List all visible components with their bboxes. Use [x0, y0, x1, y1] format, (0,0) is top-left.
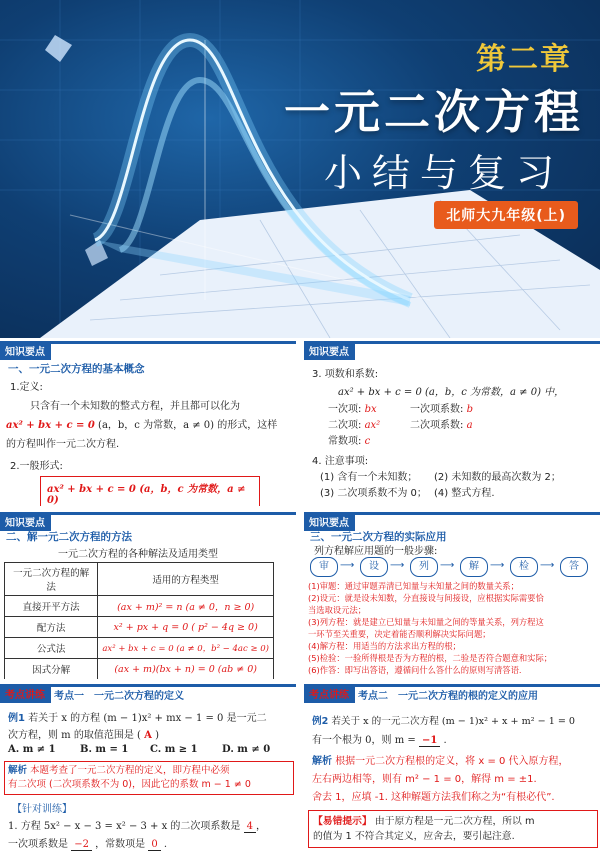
step-list: 列: [410, 557, 438, 577]
tip-text-1: 由于原方程是一元二次方程，所以 m: [374, 816, 535, 827]
table-caption: 一元二次方程的各种解法及适用类型: [58, 549, 218, 560]
example-label: 例2: [312, 716, 329, 727]
step-desc-2a: (2)设元：就是设未知数，分直接设与间接设，应根据实际需要恰: [308, 593, 544, 603]
tip-text-2: 的值为 1 不符合其定义，应舍去，要引起注意.: [313, 831, 515, 842]
item-3-label: 3. 项数和系数:: [312, 369, 379, 380]
practice-end: .: [163, 839, 168, 850]
definition-text-end: 的方程叫作一元二次方程.: [6, 439, 120, 450]
method-cell: 直接开平方法: [5, 596, 98, 617]
table-header-row: [5, 563, 274, 596]
practice-text-1: 1. 方程 5x² − x − 3 = x² − 3 + x 的二次项系数是: [8, 821, 241, 832]
table-row: [5, 596, 274, 617]
section-tag: 知识要点: [0, 512, 51, 531]
step-answer: 答: [560, 557, 588, 577]
analysis-line-1: [312, 752, 569, 767]
section-heading: 三、一元二次方程的实际应用: [310, 531, 447, 543]
arrow-right-icon: ⟶: [540, 560, 555, 571]
chapter-label: 第二章: [476, 42, 572, 77]
tip-label: 【易错提示】: [313, 816, 372, 827]
section-tag: 知识要点: [304, 341, 355, 360]
linear-coef-value: b: [466, 404, 473, 415]
quadratic-coef-value: a: [466, 420, 473, 431]
table-row: [5, 638, 274, 659]
example-2-line-1: [312, 713, 575, 727]
slide-basic-concept: [0, 341, 296, 506]
type-cell: (ax + m)(bx + n) = 0 (ab ≠ 0): [98, 659, 274, 680]
example-text-2: 有一个根为 0，则 m =: [312, 735, 416, 746]
example-1-line-2: [8, 726, 159, 741]
analysis-text-3: 舍去 1，应填 -1. 这种解题方法我们称之为“有根必代”.: [312, 792, 555, 803]
practice-answer-2: −2: [71, 839, 92, 851]
step-check: 检: [510, 557, 538, 577]
analysis-text-2: 左右两边相等，则有 m² − 1 = 0，解得 m = ±1.: [312, 774, 537, 785]
practice-text-3: ，常数项是: [95, 839, 146, 850]
example-1-line-1: [8, 709, 267, 724]
step-review: 审: [310, 557, 338, 577]
steps-intro: 列方程解应用题的一般步骤:: [314, 546, 438, 557]
quadratic-coef-label: 二次项系数:: [410, 420, 464, 431]
note-2: (2) 未知数的最高次数为 2；: [434, 472, 561, 483]
quadratic-term-row: [328, 416, 380, 431]
step-desc-3a: (3)列方程：就是建立已知量与未知量之间的等量关系，列方程这: [308, 617, 544, 627]
type-cell: x² + px + q = 0 ( p² − 4q ≥ 0): [98, 617, 274, 638]
note-1: (1) 含有一个未知数；: [320, 472, 418, 483]
definition-text: 只含有一个未知数的整式方程，并且都可以化为: [30, 401, 240, 412]
arrow-right-icon: ⟶: [390, 560, 405, 571]
linear-term-value: bx: [364, 404, 377, 415]
analysis-text-1: 本题考查了一元二次方程的定义，即方程中必须: [30, 765, 230, 776]
example-text: 若关于 x 的方程 (m − 1)x² + mx − 1 = 0 是一元二: [28, 713, 267, 724]
quadratic-coef-row: [410, 416, 473, 431]
example-2-line-2: [312, 731, 447, 746]
analysis-box: [4, 761, 294, 795]
option-d: D. m ≠ 0: [222, 744, 271, 755]
arrow-right-icon: ⟶: [440, 560, 455, 571]
practice-answer-1: 4: [244, 821, 256, 833]
section-tag: 知识要点: [304, 512, 355, 531]
steps-description: [308, 580, 596, 676]
practice-text-2: 一次项系数是: [8, 839, 68, 850]
quadratic-term-value: ax²: [364, 420, 381, 431]
practice-label: 【针对训练】: [12, 804, 72, 815]
quadratic-term-label: 二次项:: [328, 420, 362, 431]
practice-answer-3: 0: [148, 839, 160, 851]
slide-exam-point-2: [304, 684, 600, 854]
section-tag: 考点讲练: [0, 684, 51, 703]
analysis-text-2: 有二次项 (二次项系数不为 0)，因此它的系数 m − 1 ≠ 0: [8, 779, 251, 790]
linear-term-label: 一次项:: [328, 404, 362, 415]
example-close-paren: ): [155, 730, 159, 741]
slide-terms-coefficients: [304, 341, 600, 506]
step-desc-3b: 一环节至关重要，决定着能否顺利解决实际问题；: [308, 629, 491, 639]
item-4-label: 4. 注意事项:: [312, 456, 369, 467]
exam-point-heading: 考点一 一元二次方程的定义: [54, 691, 184, 702]
practice-line-1: 1. 方程 5x² − x − 3 = x² − 3 + x 的二次项系数是 4 ，: [8, 821, 266, 832]
constant-term-row: [328, 432, 370, 447]
step-desc-4: (4)解方程：用适当的方法求出方程的根；: [308, 641, 461, 651]
arrow-right-icon: ⟶: [340, 560, 355, 571]
example-answer: A: [144, 730, 152, 741]
grade-badge: 北师大九年级(上): [434, 201, 578, 229]
methods-table: [4, 562, 274, 679]
type-cell: ax² + bx + c = 0 (a ≠ 0，b² − 4ac ≥ 0): [98, 638, 274, 659]
example-answer: −1: [419, 735, 440, 747]
general-form-label: 2.一般形式:: [10, 461, 63, 472]
table-row: [5, 617, 274, 638]
cover-subtitle: 小结与复习: [323, 151, 564, 195]
definition-label: 1.定义:: [10, 382, 43, 393]
example-text-2: 次方程，则 m 的取值范围是 (: [8, 730, 141, 741]
slide-solving-methods: [0, 512, 296, 679]
step-desc-6: (6)作答：即写出答语，遵循问什么答什么的原则写清答语.: [308, 665, 522, 675]
step-solve: 解: [460, 557, 488, 577]
note-3: (3) 二次项系数不为 0；: [320, 488, 427, 499]
constant-term-value: c: [364, 436, 371, 447]
section-tag: 知识要点: [0, 341, 51, 360]
table-row: [5, 659, 274, 680]
method-cell: 公式法: [5, 638, 98, 659]
example-end: .: [443, 735, 447, 746]
definition-line-2: [6, 416, 277, 431]
analysis-label: 解析: [312, 756, 332, 767]
option-c: C. m ≥ 1: [150, 744, 198, 755]
step-desc-2b: 当选取设元法；: [308, 605, 367, 615]
option-b: B. m = 1: [80, 744, 129, 755]
definition-condition: (a，b，c 为常数，a ≠ 0) 的形式，这样: [98, 420, 278, 431]
section-heading: 一、一元二次方程的基本概念: [8, 363, 145, 375]
cover-slide: [0, 0, 600, 338]
example-text: 若关于 x 的一元二次方程 (m − 1)x² + x + m² − 1 = 0: [331, 716, 576, 727]
option-a: A. m ≠ 1: [8, 744, 56, 755]
general-form-box: ax² + bx + c = 0 (a，b，c 为常数，a ≠ 0): [40, 476, 260, 506]
constant-term-label: 常数项:: [328, 436, 362, 447]
slide-exam-point-1: [0, 684, 296, 854]
exam-point-heading: 考点二 一元二次方程的根的定义的应用: [358, 691, 538, 702]
linear-term-row: [328, 400, 377, 415]
arrow-right-icon: ⟶: [490, 560, 505, 571]
section-tag: 考点讲练: [304, 684, 355, 703]
linear-coef-label: 一次项系数:: [410, 404, 464, 415]
linear-coef-row: [410, 400, 473, 415]
analysis-label: 解析: [8, 765, 28, 776]
method-cell: 因式分解: [5, 659, 98, 680]
step-desc-5: (5)检验：一验所得根是否为方程的根，二验是否符合题意和实际；: [308, 653, 553, 663]
standard-form: ax² + bx + c = 0 (a，b，c 为常数，a ≠ 0) 中，: [338, 387, 565, 398]
analysis-text-1: 根据一元二次方程根的定义，将 x = 0 代入原方程，: [335, 756, 569, 767]
step-desc-1: (1)审题：通过审题弄清已知量与未知量之间的数量关系；: [308, 581, 519, 591]
slide-application: [304, 512, 600, 679]
cover-title: 一元二次方程: [284, 85, 584, 139]
practice-line-2: [8, 835, 167, 850]
example-label: 例1: [8, 713, 25, 724]
table-header-method: 一元二次方程的解法: [5, 563, 98, 596]
definition-formula: ax² + bx + c = 0: [6, 420, 95, 431]
table-header-type: 适用的方程类型: [98, 563, 274, 596]
type-cell: (ax + m)² = n (a ≠ 0，n ≥ 0): [98, 596, 274, 617]
step-set: 设: [360, 557, 388, 577]
tip-box: [308, 810, 598, 848]
method-cell: 配方法: [5, 617, 98, 638]
section-heading: 二、解一元二次方程的方法: [6, 531, 132, 543]
note-4: (4) 整式方程.: [434, 488, 495, 499]
